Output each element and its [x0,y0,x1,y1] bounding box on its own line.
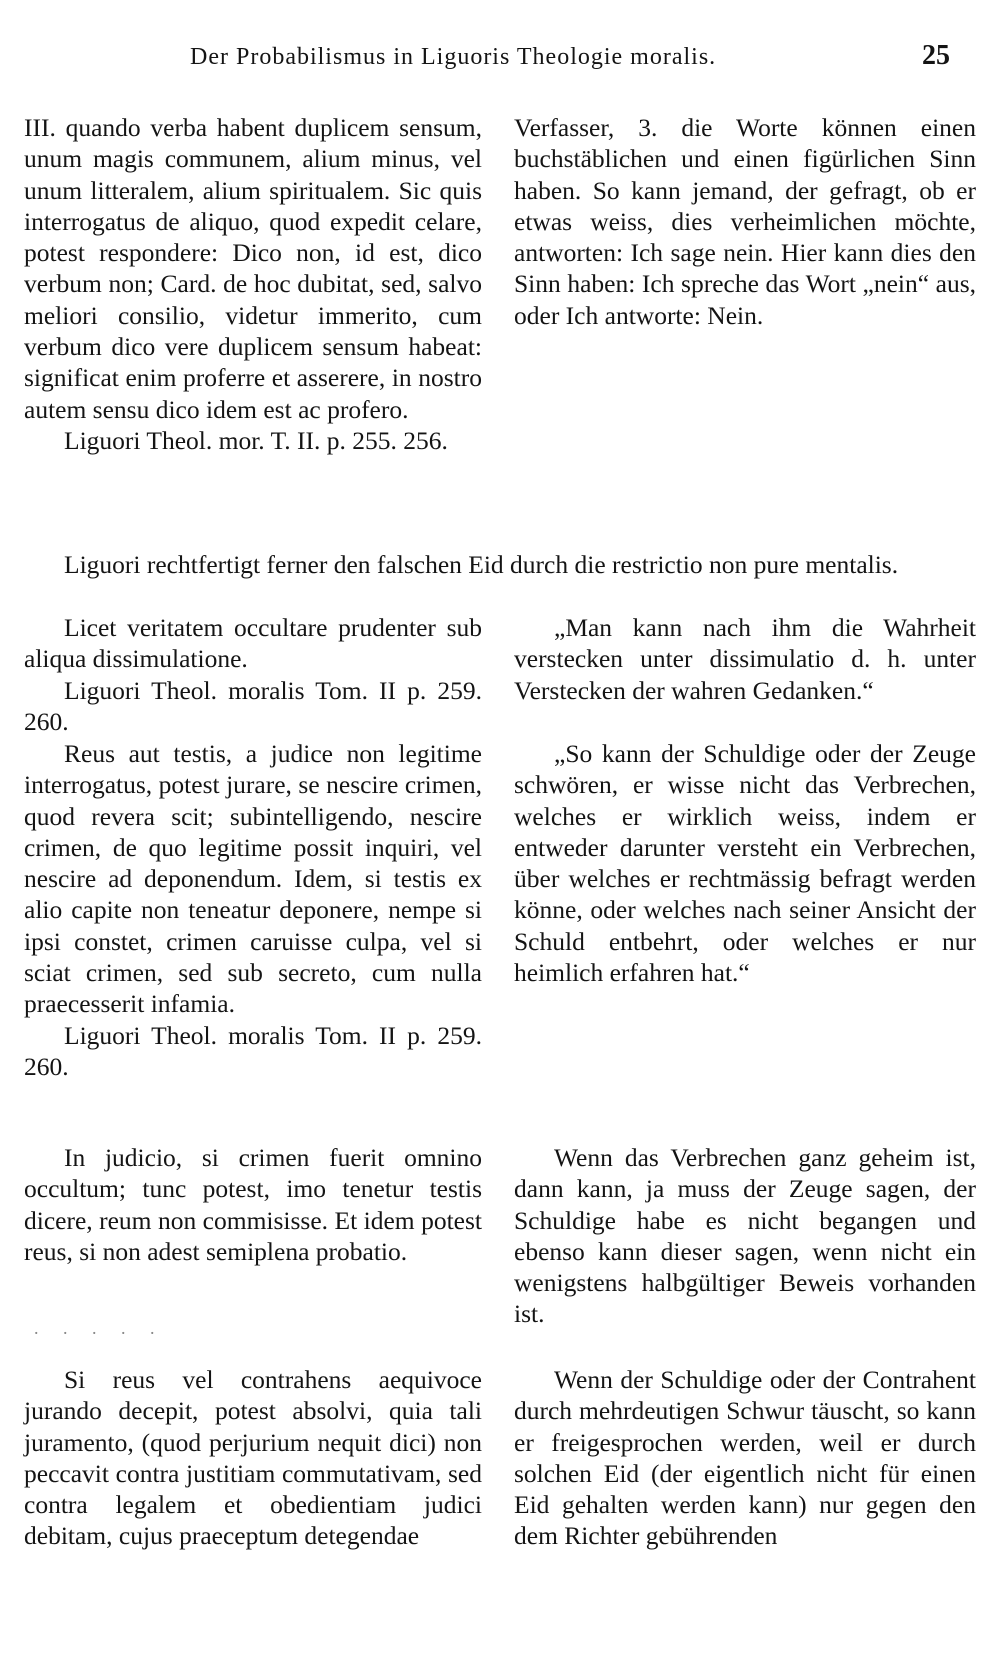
german-text-4: Wenn das Verbrechen ganz geheim ist, dann kann, ja muss der Zeuge sagen, der Schuldige habe es nicht begangen und ebenso kann dieser sagen, wenn nicht ein wenigstens halbgültiger Beweis vorhanden ist. [514,1143,976,1329]
latin-reference-2: Liguori Theol. moralis Tom. II p. 259. 260. [24,675,482,736]
latin-block-1 [24,112,482,456]
german-text-3: „So kann der Schuldige oder der Zeuge schwören, er wisse nicht das Verbrechen, welches er wirklich weiss, indem er entweder darunter versteht ein Verbrechen, über welches er rechtmässig befragt werden könne, oder welches nach seiner Ansicht der Schuld entbehrt, oder welches er nur heimlich erfahren hat.“ [514,739,976,988]
german-block-3 [514,738,976,988]
separator-dots: . . . . . [34,1318,165,1338]
latin-reference-3: Liguori Theol. moralis Tom. II p. 259. 260. [24,1020,482,1081]
latin-block-2 [24,612,482,737]
latin-block-3 [24,738,482,1082]
bridge-paragraph: Liguori rechtfertigt ferner den falschen Eid durch die restrictio non pure mentalis. [64,550,899,579]
latin-text-3: Reus aut testis, a judice non legitime interrogatus, potest jurare, se nescire crimen, quod revera scit; subintelligendo, nescire crimen, de quo legitime possit inquiri, vel nescire ad deponendum. Idem, si testis ex alio capite non teneatur deponere, nempe si ipsi constet, crimen caruisse culpa, vel si sciat crimen, sed sub secreto, cum nulla praecesserit infamia. [24,739,482,1019]
german-text-2: „Man kann nach ihm die Wahrheit verstecken unter dissimulatio d. h. unter Verstecken der wahren Gedanken.“ [514,613,976,705]
german-block-1 [514,112,976,331]
page-number: 25 [922,40,950,71]
latin-block-5 [24,1364,482,1552]
german-block-2 [514,612,976,706]
latin-reference-1: Liguori Theol. mor. T. II. p. 255. 256. [64,425,448,455]
latin-text-5: Si reus vel contrahens aequivoce jurando decepit, potest absolvi, quia tali juramento, (quod perjurium nequit dici) non peccavit contra justitiam commutativam, sed contra legalem et obedientiam judici debitam, cujus praeceptum detegendae [24,1365,482,1551]
german-text-1: Verfasser, 3. die Worte können einen buchstäblichen und einen figürlichen Sinn haben. So kann jemand, der gefragt, ob er etwas weiss, dies verheimlichen möchte, antworten: Ich sage nein. Hier kann dies den Sinn haben: Ich spreche das Wort „nein“ aus, oder Ich antworte: Nein. [514,113,976,330]
german-block-4 [514,1142,976,1330]
german-text-5: Wenn der Schuldige oder der Contrahent durch mehrdeutigen Schwur täuscht, so kann er freigesprochen werden, weil er durch solchen Eid (der eigentlich nicht für einen Eid gehalten werden kann) nur gegen den dem Richter gebührenden [514,1365,976,1551]
latin-text-1: III. quando verba habent duplicem sensum, unum magis communem, alium minus, vel unum litteralem, alium spiritualem. Sic quis interrogatus de aliquo, quod expedit celare, potest respondere: Dico non, id est, dico verbum non; Card. de hoc dubitat, sed, salvo meliori consilio, videtur immerito, cum verbum dico vere duplicem sensum habeat: significat enim proferre et asserere, in nostro autem sensu dico idem est ac profero. [24,113,482,424]
latin-text-2: Licet veritatem occultare prudenter sub aliqua dissimulatione. [24,613,482,674]
latin-block-4 [24,1142,482,1267]
latin-text-4: In judicio, si crimen fuerit omnino occultum; tunc potest, imo tenetur testis dicere, reum non commisisse. Et idem potest reus, si non adest semiplena probatio. [24,1143,482,1266]
running-header: Der Probabilismus in Liguoris Theologie moralis. [190,44,717,70]
german-block-5 [514,1364,976,1552]
